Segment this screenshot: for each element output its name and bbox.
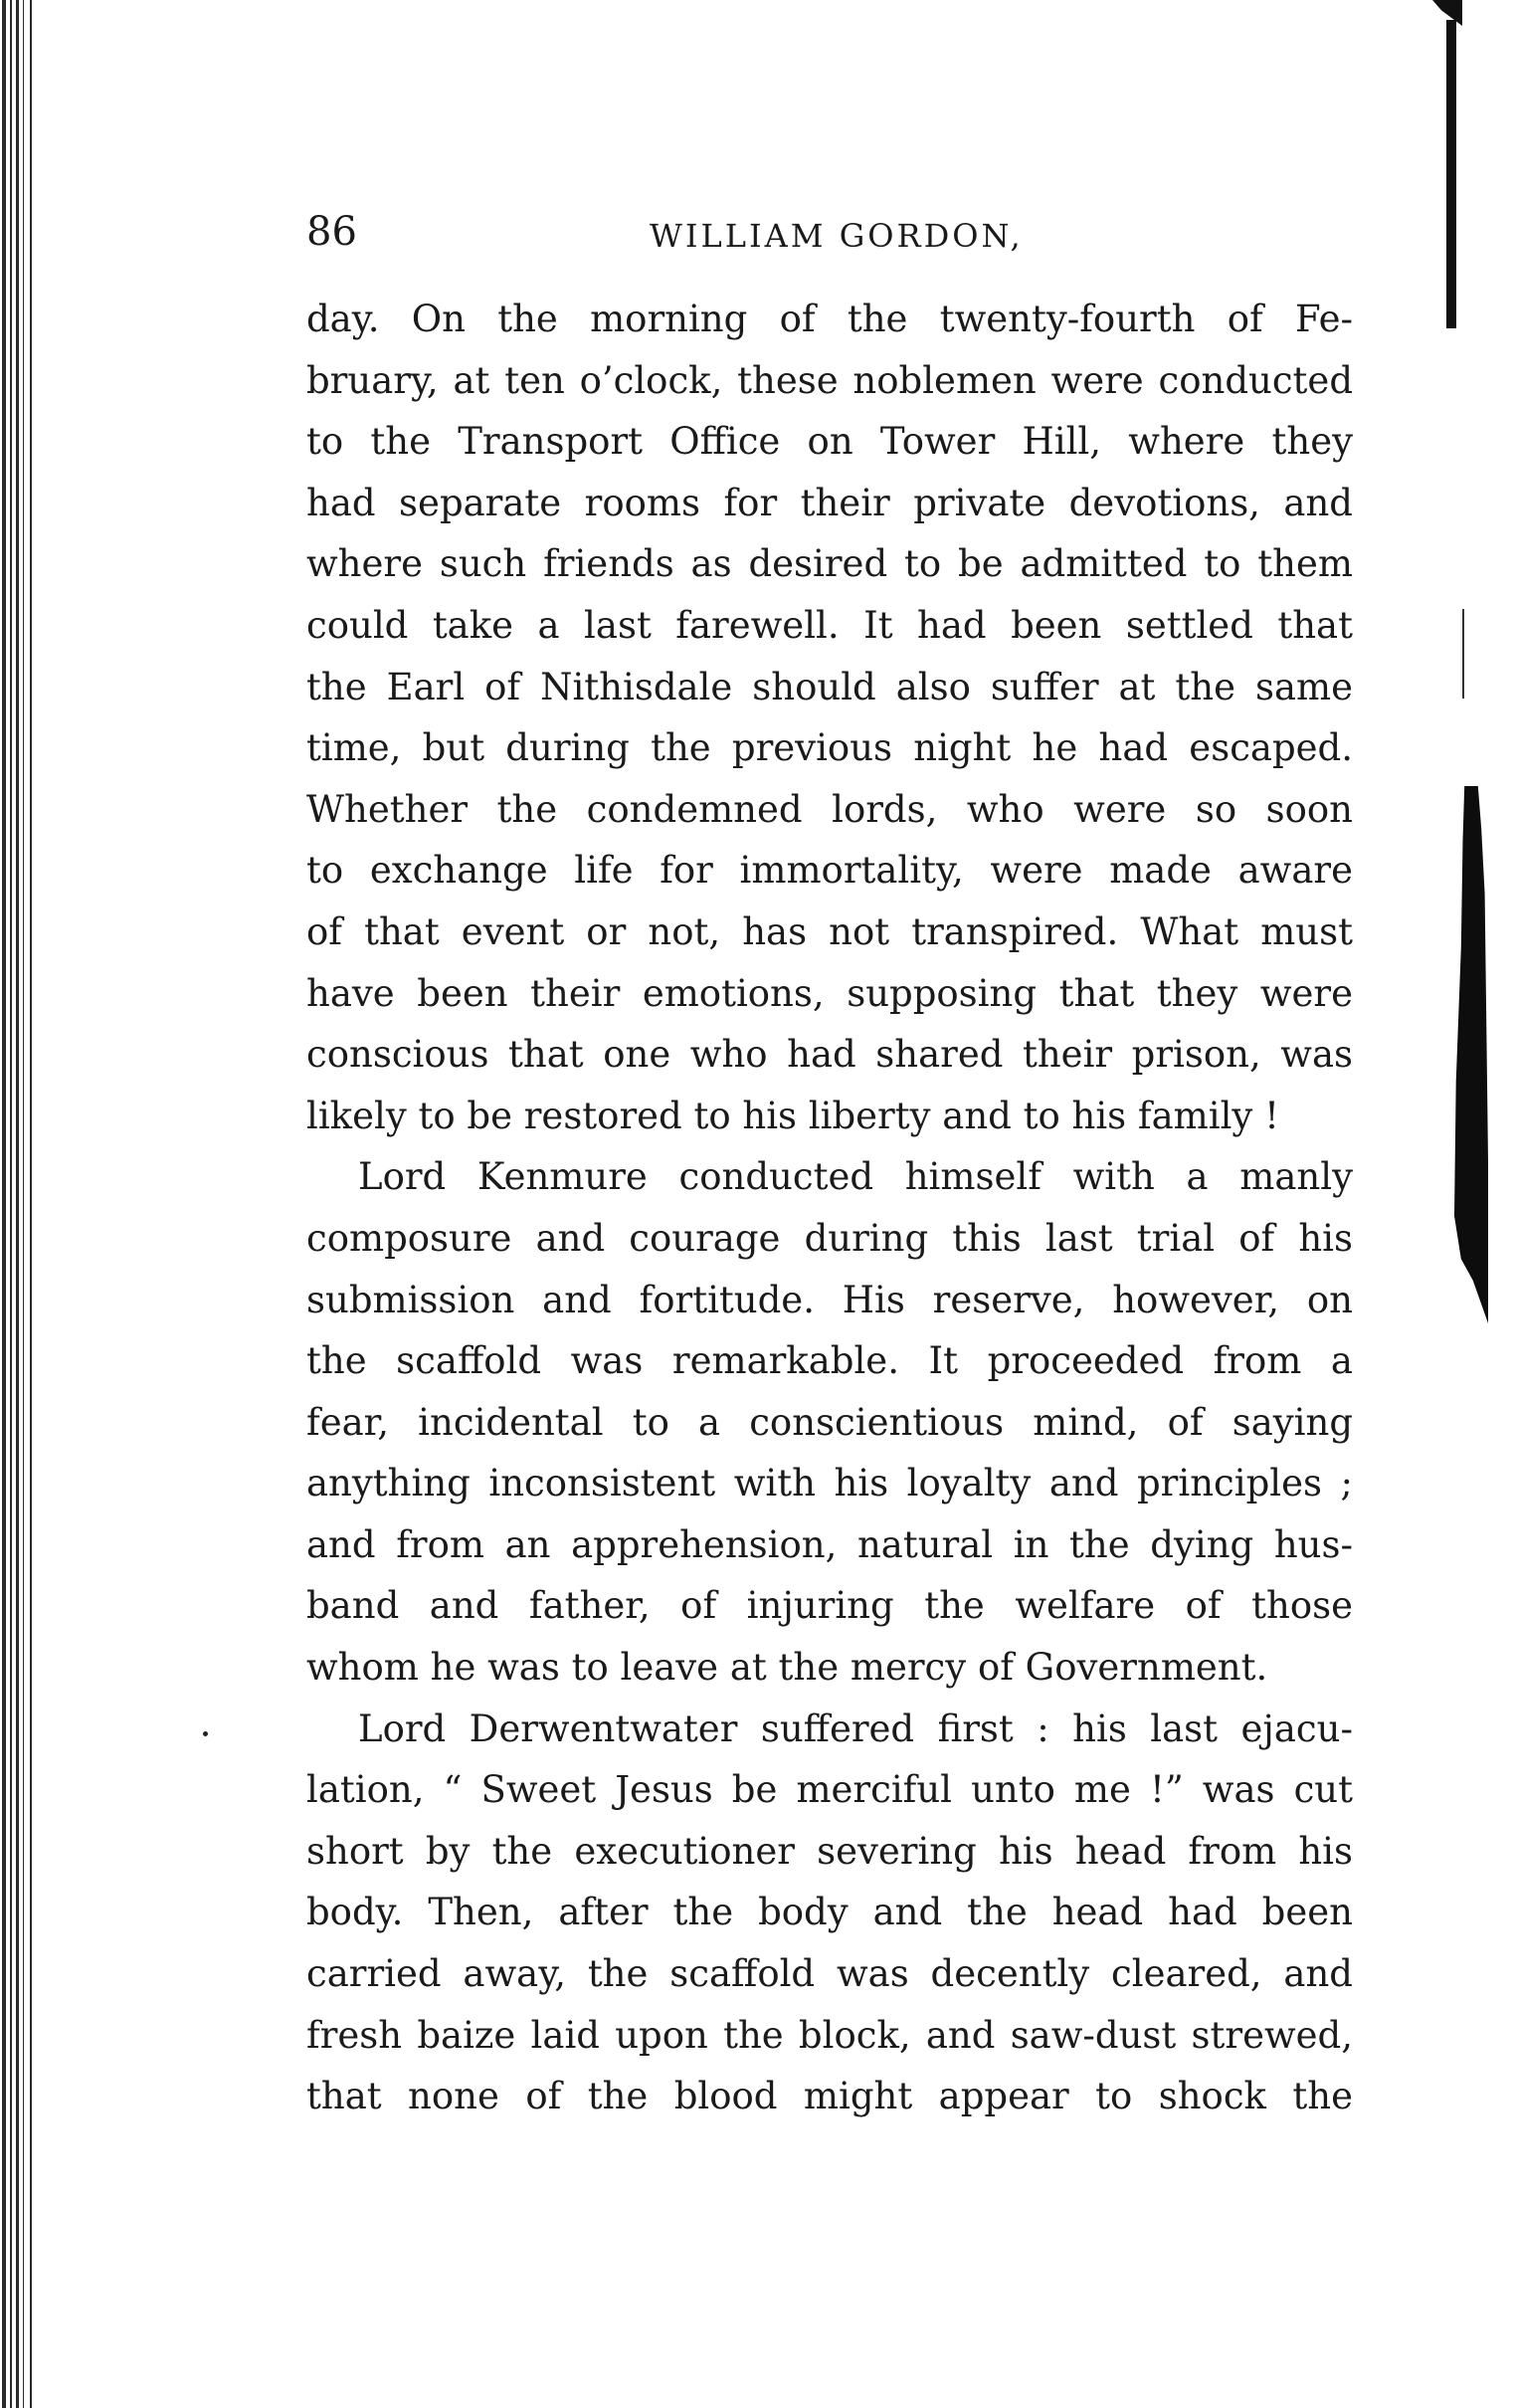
text-line: carried away, the scaffold was decently cleared, and (306, 1952, 1353, 1996)
text-line: fresh baize laid upon the block, and saw-dust strewed, (306, 2013, 1353, 2057)
text-line: day. On the morning of the twenty-fourth of Fe- (306, 298, 1353, 340)
text-line: time, but during the previous night he had escaped. (306, 726, 1353, 770)
text-line: have been their emotions, supposing that they were (306, 971, 1353, 1015)
text-line: Lord Derwentwater suffered first : his last ejacu- (358, 1706, 1353, 1750)
text-line: band and father, of injuring the welfare of those (306, 1584, 1353, 1628)
text-line: submission and fortitude. His reserve, however, on (306, 1278, 1353, 1321)
text-line: to the Transport Office on Tower Hill, where they (306, 420, 1353, 464)
text-line: body. Then, after the body and the head had been (306, 1891, 1353, 1934)
page-header (306, 207, 1353, 257)
text-line: lation, “ Sweet Jesus be merciful unto me !” was cut (306, 1768, 1353, 1812)
text-line: the scaffold was remarkable. It proceeded from a (306, 1339, 1353, 1383)
page-number: 86 (306, 209, 357, 255)
text-line: fear, incidental to a conscientious mind, of saying (306, 1400, 1353, 1444)
text-line: could take a last farewell. It had been settled that (306, 603, 1353, 647)
text-line: short by the executioner severing his head from his (306, 1829, 1353, 1873)
text-line: that none of the blood might appear to shock the (306, 2075, 1353, 2118)
text-line: of that event or not, has not transpired. What must (306, 909, 1353, 953)
text-line: composure and courage during this last trial of his (306, 1216, 1353, 1260)
stray-dot (203, 1731, 208, 1736)
text-line: bruary, at ten o’clock, these noblemen were conducted (306, 358, 1353, 402)
scan-edge-left (0, 0, 44, 2408)
text-line: to exchange life for immortality, were made aware (306, 849, 1353, 893)
text-line: had separate rooms for their private devotions, and (306, 481, 1353, 524)
text-line: Whether the condemned lords, who were so soon (306, 787, 1353, 831)
text-line: where such friends as desired to be admitted to them (306, 542, 1353, 586)
text-line: Lord Kenmure conducted himself with a manly (358, 1155, 1353, 1199)
running-title: WILLIAM GORDON, (650, 217, 1024, 255)
text-line: conscious that one who had shared their prison, was (306, 1033, 1353, 1077)
text-line: and from an apprehension, natural in the dying hus- (306, 1522, 1353, 1566)
body-text (306, 289, 1353, 2127)
scan-edge-right-tick (1462, 609, 1464, 699)
scan-edge-right-top (1432, 0, 1484, 328)
text-line: likely to be restored to his liberty and to his family ! (306, 1094, 1279, 1137)
text-line: whom he was to leave at the mercy of Government. (306, 1646, 1268, 1690)
scan-edge-right-mid (1454, 786, 1488, 1323)
text-line: anything inconsistent with his loyalty and principles ; (306, 1462, 1353, 1505)
text-line: the Earl of Nithisdale should also suffer at the same (306, 665, 1353, 708)
